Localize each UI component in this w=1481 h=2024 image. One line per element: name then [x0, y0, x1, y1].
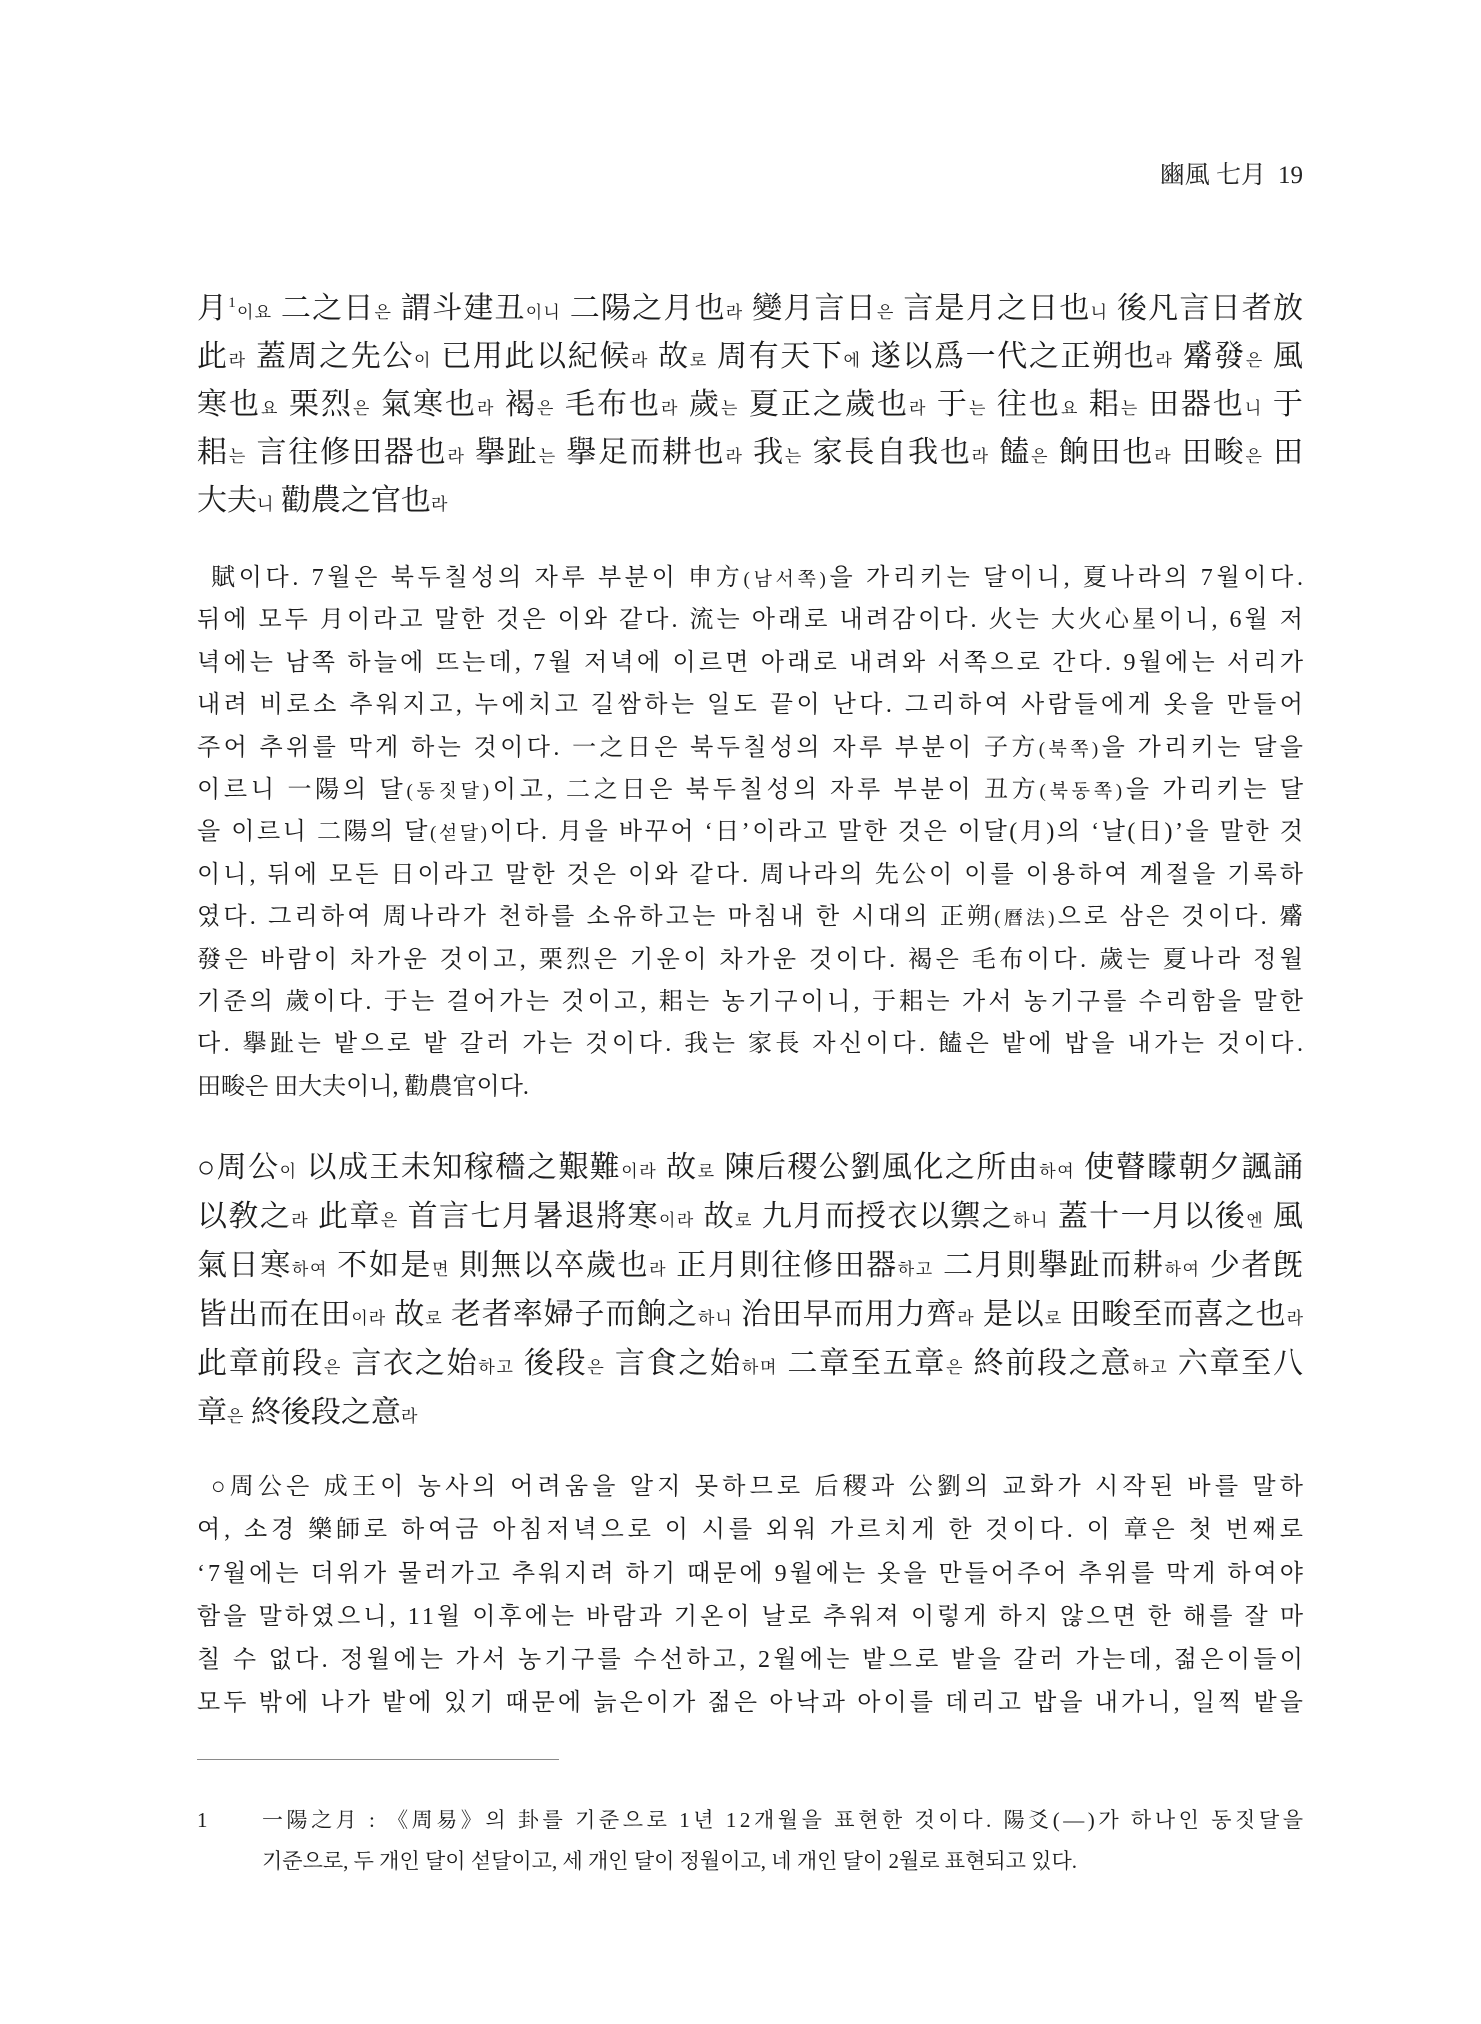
- text-line: [197, 811, 1306, 853]
- line-content: [197, 684, 1306, 726]
- line-content: [197, 599, 1306, 641]
- line-content: [197, 1639, 1306, 1682]
- korean-particle: 는: [784, 447, 804, 466]
- korean-particle: 니: [257, 495, 274, 514]
- korean-particle: 하여: [291, 1260, 329, 1279]
- text-run: 뒤에 모두 月이라고 말한 것은 이와 같다. 流는 아래로 내려감이다. 火는 大火心星이니, 6월 저: [197, 607, 1307, 634]
- text-run: 故: [649, 340, 690, 373]
- text-line: [197, 599, 1307, 641]
- korean-particle: 는: [1120, 399, 1140, 418]
- text-run: 往也: [987, 388, 1061, 421]
- korean-particle: 라: [649, 1260, 668, 1279]
- text-run: 으로 삼은 것이다. 觱: [1057, 904, 1307, 931]
- text-run: 發은 바람이 차가운 것이고, 栗烈은 기운이 차가운 것이다. 褐은 毛布이다. 歲는 夏나라 정월: [197, 946, 1307, 973]
- text-line: [197, 1509, 1307, 1552]
- text-run: ‘7월에는 더위가 물러가고 추워지려 하기 때문에 9월에는 옷을 만들어주어 추위를 막게 하여야: [197, 1560, 1306, 1587]
- korean-particle: 하고: [478, 1358, 515, 1377]
- text-run: 是以: [974, 1298, 1045, 1331]
- text-line: [197, 1023, 1307, 1065]
- text-line: [197, 381, 1303, 429]
- korean-particle: 이요: [236, 303, 273, 322]
- korean-particle: 라: [725, 447, 744, 466]
- text-run: 言衣之始: [342, 1347, 479, 1380]
- line-content: [197, 896, 1306, 940]
- korean-particle: 라: [291, 1211, 310, 1230]
- korean-particle: 하고: [1132, 1358, 1169, 1377]
- korean-particle: 라: [660, 399, 680, 418]
- text-run: 耜: [197, 436, 229, 469]
- text-run: 此: [197, 340, 229, 373]
- summary-translation: [197, 1466, 1308, 1726]
- text-run: 蓋十一月以後: [1048, 1200, 1247, 1233]
- text-run: 擧足而耕也: [556, 436, 726, 469]
- text-run: 于: [927, 388, 969, 421]
- korean-particle: 은: [323, 1358, 343, 1377]
- korean-particle: 로: [425, 1309, 443, 1328]
- text-line: [197, 1241, 1303, 1290]
- korean-particle: 니: [1244, 399, 1264, 418]
- text-run: 謂斗建丑: [392, 292, 526, 325]
- korean-particle: 요: [1060, 399, 1080, 418]
- text-run: 不如是: [328, 1249, 433, 1282]
- korean-particle: 은: [1245, 351, 1264, 370]
- text-run: 栗烈: [279, 388, 354, 421]
- text-run: 田畯: [1172, 436, 1246, 469]
- text-run: 饁: [989, 436, 1032, 469]
- line-content: [211, 557, 1307, 601]
- korean-particle: 은: [374, 303, 393, 322]
- korean-particle: 하며: [741, 1358, 779, 1377]
- footnote: [197, 1800, 1307, 1884]
- text-line: [197, 1596, 1307, 1639]
- annotation-original-text: [197, 285, 1303, 525]
- text-run: 言食之始: [605, 1347, 742, 1380]
- text-run: 다. 擧趾는 밭으로 밭 갈러 가는 것이다. 我는 家長 자신이다. 饁은 밭에 밥을 내가는 것이다.: [197, 1031, 1307, 1058]
- text-line: [197, 1388, 1303, 1437]
- line-content: [197, 1241, 1305, 1294]
- text-run: 毛布也: [555, 388, 661, 421]
- korean-particle: 라: [908, 399, 928, 418]
- text-run: 終前段之意: [964, 1347, 1133, 1380]
- line-content: [197, 854, 1306, 896]
- korean-particle: 라: [1155, 351, 1174, 370]
- text-run: 二之日: [272, 292, 375, 325]
- inline-gloss: (동짓달): [406, 780, 493, 802]
- text-run: 我: [743, 436, 785, 469]
- text-line: [262, 1800, 1307, 1841]
- footnote-ref: 1: [228, 295, 237, 311]
- text-line: [197, 477, 1303, 525]
- text-run: 褐: [495, 388, 537, 421]
- text-run: 故: [694, 1200, 736, 1233]
- text-run: 氣寒也: [371, 388, 478, 421]
- text-run: 故: [386, 1298, 426, 1331]
- text-line: [197, 1290, 1303, 1339]
- text-run: 少者旣: [1200, 1249, 1305, 1282]
- text-line: [197, 1682, 1307, 1725]
- korean-particle: 요: [261, 399, 280, 418]
- text-run: 蓋周之先公: [246, 340, 414, 373]
- text-run: 二章至五章: [778, 1347, 947, 1380]
- text-line: [197, 684, 1307, 726]
- text-run: 周有天下: [707, 340, 844, 373]
- korean-particle: 로: [735, 1211, 753, 1230]
- text-run: 一陽之月 : 《周易》의 卦를 기준으로 1년 12개월을 표현한 것이다. 陽爻(—)가 하나인 동짓달을: [262, 1808, 1307, 1832]
- korean-particle: 라: [447, 447, 466, 466]
- text-run: 于: [1263, 388, 1305, 421]
- text-run: 칠 수 없다. 정월에는 가서 농기구를 수선하고, 2월에는 밭으로 밭을 갈러 가는데, 젊은이들이: [197, 1647, 1307, 1674]
- korean-particle: 는: [720, 399, 740, 418]
- korean-particle: 은: [380, 1211, 399, 1230]
- line-content: [197, 642, 1306, 684]
- text-run: ○周公: [197, 1151, 280, 1184]
- korean-particle: 라: [630, 351, 650, 370]
- korean-particle: 는: [538, 447, 557, 466]
- text-line: [197, 981, 1307, 1023]
- text-run: 使瞽矇朝夕諷誦: [1075, 1151, 1305, 1184]
- line-content: [197, 981, 1306, 1023]
- text-line: [197, 642, 1307, 684]
- inline-gloss: (남서쪽): [743, 569, 830, 590]
- text-line: [197, 1553, 1306, 1596]
- line-content: [262, 1841, 1077, 1882]
- line-content: [197, 1192, 1304, 1245]
- text-run: 녁에는 남쪽 하늘에 뜨는데, 7월 저녁에 이르면 아래로 내려와 서쪽으로 간다. 9월에는 서리가: [197, 649, 1307, 676]
- text-line: [262, 1841, 1303, 1882]
- korean-particle: 이라: [351, 1309, 387, 1328]
- line-content: [197, 381, 1305, 433]
- text-line: [197, 429, 1303, 477]
- korean-particle: 라: [971, 447, 990, 466]
- line-content: [197, 1509, 1307, 1552]
- text-run: 後段: [514, 1347, 588, 1380]
- korean-particle: 하여: [1164, 1260, 1201, 1279]
- annotation-translation: [197, 557, 1307, 1108]
- text-run: 勸農之官也: [273, 484, 431, 517]
- line-content: [197, 1143, 1304, 1196]
- korean-particle: 하여: [1039, 1162, 1076, 1181]
- text-run: 을 이르니 二陽의 달: [197, 819, 431, 846]
- text-run: 田: [1263, 436, 1305, 469]
- text-line: [197, 896, 1307, 938]
- text-run: 기준으로, 두 개인 달이 섣달이고, 세 개인 달이 정월이고, 네 개인 달이 2월로 표현되고 있다.: [262, 1849, 1078, 1873]
- text-run: 田器也: [1139, 388, 1245, 421]
- korean-particle: 하고: [897, 1260, 934, 1279]
- text-run: 此章前段: [197, 1347, 324, 1380]
- text-line: [197, 285, 1303, 333]
- text-line: [197, 333, 1303, 381]
- page-number: 19: [1278, 162, 1303, 189]
- line-content: [262, 1800, 1307, 1841]
- korean-particle: 라: [957, 1309, 975, 1328]
- korean-particle: 라: [1286, 1309, 1304, 1328]
- korean-particle: 이: [279, 1162, 298, 1181]
- text-run: 氣日寒: [197, 1249, 292, 1282]
- text-run: 이니, 뒤에 모든 日이라고 말한 것은 이와 같다. 周나라의 先公이 이를 이용하여 계절을 기록하: [197, 861, 1307, 888]
- text-run: 주어 추위를 막게 하는 것이다. 一之日은 북두칠성의 자루 부분이 子方: [197, 734, 1039, 761]
- korean-particle: 라: [430, 495, 448, 514]
- footnote-text: [262, 1800, 1307, 1882]
- text-run: 田畯至而喜之也: [1062, 1298, 1287, 1331]
- line-content: [197, 1023, 1306, 1065]
- text-run: 六章至八: [1168, 1347, 1305, 1380]
- text-line: [197, 854, 1307, 896]
- text-run: 餉田也: [1049, 436, 1155, 469]
- text-run: 治田早而用力齊: [732, 1298, 958, 1331]
- text-run: 二月則擧趾而耕: [933, 1249, 1165, 1282]
- inline-gloss: (曆法): [994, 908, 1058, 930]
- text-run: 遂以爲一代之正朔也: [861, 340, 1156, 373]
- text-line: [197, 1143, 1303, 1192]
- korean-particle: 니: [1090, 303, 1109, 322]
- line-content: [197, 1682, 1306, 1725]
- korean-particle: 는: [968, 399, 988, 418]
- footnote-number: 1: [197, 1808, 208, 1832]
- korean-particle: 로: [697, 1162, 716, 1181]
- text-run: 後凡言日者放: [1108, 292, 1305, 325]
- text-run: 이다. 月을 바꾸어 ‘日’이라고 말한 것은 이달(月)의 ‘날(日)’을 말한 것: [489, 819, 1306, 846]
- text-run: 함을 말하였으니, 11월 이후에는 바람과 기온이 날로 추워져 이렇게 하지 않으면 한 해를 잘 마: [197, 1603, 1307, 1630]
- text-run: 月: [197, 292, 229, 325]
- text-line: [197, 1466, 1308, 1509]
- line-content: [197, 429, 1305, 481]
- korean-particle: 이: [413, 351, 433, 370]
- text-run: 내려 비로소 추워지고, 누에치고 길쌈하는 일도 끝이 난다. 그리하여 사람들에게 옷을 만들어: [197, 692, 1307, 719]
- korean-particle: 면: [432, 1260, 451, 1279]
- text-line: [197, 1639, 1307, 1682]
- line-content: [197, 477, 447, 529]
- text-run: 皆出而在田: [197, 1298, 352, 1331]
- section-title: 豳風 七月: [1159, 162, 1266, 189]
- text-run: 여, 소경 樂師로 하여금 아침저녁으로 이 시를 외워 가르치게 한 것이다. 이 章은 첫 번째로: [197, 1517, 1307, 1544]
- text-run: 을 가리키는 달이니, 夏나라의 7월이다.: [829, 565, 1307, 591]
- text-line: [197, 1066, 1303, 1108]
- text-run: 風: [1264, 1200, 1305, 1233]
- running-head: [1160, 158, 1303, 194]
- text-run: 終後段之意: [243, 1396, 401, 1429]
- text-line: [197, 1339, 1303, 1388]
- korean-particle: 은: [353, 399, 372, 418]
- text-run: 老者率婦子而餉之: [442, 1298, 699, 1331]
- text-run: 已用此以紀候: [432, 340, 631, 373]
- line-content: [197, 769, 1307, 813]
- line-content: [197, 333, 1305, 385]
- line-content: [197, 1596, 1306, 1639]
- korean-particle: 하니: [698, 1309, 733, 1328]
- text-line: [197, 1192, 1303, 1241]
- text-line: [197, 769, 1307, 811]
- line-content: [197, 939, 1307, 981]
- footnote-separator: [197, 1759, 559, 1760]
- line-content: [197, 811, 1306, 855]
- text-run: 賦이다. 7월은 북두칠성의 자루 부분이 申方: [211, 565, 744, 591]
- korean-particle: 이라: [658, 1211, 695, 1230]
- text-line: [197, 557, 1307, 599]
- text-run: 모두 밖에 나가 밭에 있기 때문에 늙은이가 젊은 아낙과 아이를 데리고 밥을 내가니, 일찍 밭을: [197, 1690, 1307, 1717]
- korean-particle: 하니: [1013, 1211, 1049, 1230]
- text-run: 을 가리키는 달을: [1101, 734, 1307, 761]
- text-run: 田畯은 田大夫이니, 勸農官이다.: [197, 1073, 529, 1100]
- line-content: [197, 1339, 1305, 1392]
- text-run: 였다. 그리하여 周나라가 천하를 소유하고는 마침내 한 시대의 正朔: [197, 904, 995, 931]
- text-run: 기준의 歲이다. 于는 걸어가는 것이고, 耜는 농기구이니, 于耜는 가서 농기구를 수리함을 말한: [197, 988, 1307, 1015]
- text-run: 風: [1263, 340, 1305, 373]
- text-run: 九月而授衣以禦之: [752, 1200, 1014, 1233]
- text-run: 夏正之歲也: [739, 388, 909, 421]
- text-run: 家長自我也: [803, 436, 972, 469]
- korean-particle: 이라: [621, 1162, 658, 1181]
- korean-particle: 은: [946, 1358, 965, 1377]
- text-run: 以敎之: [197, 1200, 292, 1233]
- text-run: 此章: [309, 1200, 381, 1233]
- text-run: 故: [657, 1151, 698, 1184]
- korean-particle: 은: [1031, 447, 1050, 466]
- text-run: 二陽之月也: [561, 292, 726, 325]
- korean-particle: 로: [1044, 1309, 1062, 1328]
- text-run: 觱發: [1173, 340, 1246, 373]
- korean-particle: 라: [400, 1407, 418, 1426]
- text-run: 陳后稷公劉風化之所由: [715, 1151, 1040, 1184]
- korean-particle: 는: [228, 447, 248, 466]
- text-run: 擧趾: [465, 436, 539, 469]
- text-line: [197, 939, 1307, 981]
- line-content: [197, 1388, 417, 1441]
- summary-original-text: [197, 1143, 1303, 1437]
- text-run: 을 가리키는 달: [1125, 776, 1307, 803]
- text-run: 歲: [679, 388, 721, 421]
- line-content: [197, 1290, 1304, 1343]
- text-run: 章: [197, 1396, 227, 1429]
- text-line: [197, 727, 1307, 769]
- korean-particle: 은: [587, 1358, 606, 1377]
- text-run: 首言七月暑退將寒: [398, 1200, 659, 1233]
- korean-particle: 은: [536, 399, 556, 418]
- line-content: [197, 285, 1304, 337]
- korean-particle: 에: [843, 351, 862, 370]
- text-run: 寒也: [197, 388, 262, 421]
- text-run: ○周公은 成王이 농사의 어려움을 알지 못하므로 后稷과 公劉의 교화가 시작된 바를 말하: [211, 1474, 1308, 1500]
- text-run: 變月言日: [743, 292, 877, 325]
- korean-particle: 이니: [525, 303, 562, 322]
- text-run: 正月則往修田器: [667, 1249, 898, 1282]
- text-run: 則無以卒歲也: [450, 1249, 650, 1282]
- korean-particle: 엔: [1246, 1211, 1265, 1230]
- text-run: 이고, 二之日은 북두칠성의 자루 부분이 丑方: [492, 776, 1040, 803]
- korean-particle: 라: [725, 303, 744, 322]
- line-content: [197, 1553, 1306, 1596]
- line-content: [197, 727, 1306, 771]
- korean-particle: 은: [876, 303, 895, 322]
- korean-particle: 라: [228, 351, 247, 370]
- text-run: 言往修田器也: [247, 436, 448, 469]
- korean-particle: 로: [689, 351, 708, 370]
- text-run: 以成王未知稼穡之艱難: [297, 1151, 622, 1184]
- inline-gloss: (섣달): [430, 823, 490, 845]
- text-run: 耜: [1079, 388, 1121, 421]
- korean-particle: 은: [1245, 447, 1264, 466]
- line-content: [211, 1466, 1307, 1509]
- text-run: 言是月之日也: [894, 292, 1091, 325]
- inline-gloss: (북동쪽): [1039, 780, 1126, 802]
- korean-particle: 라: [477, 399, 496, 418]
- korean-particle: 라: [1154, 447, 1173, 466]
- text-run: 大夫: [197, 484, 257, 517]
- inline-gloss: (북쪽): [1038, 738, 1102, 760]
- line-content: [197, 1066, 529, 1108]
- text-run: 이르니 一陽의 달: [197, 776, 407, 803]
- korean-particle: 은: [227, 1407, 244, 1426]
